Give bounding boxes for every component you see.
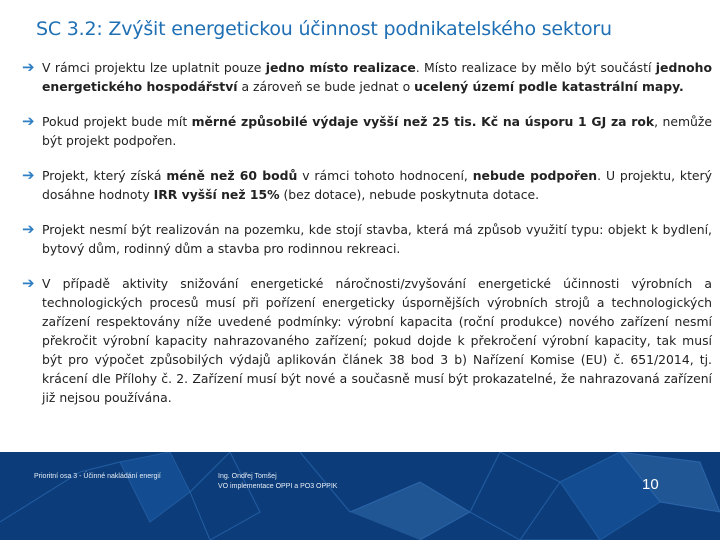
- bullet-text-bold: jednoho energetického hospodářství: [42, 60, 712, 94]
- arrow-right-icon: ➔: [22, 112, 35, 130]
- bullet-text-bold: jedno místo realizace: [265, 60, 416, 75]
- arrow-right-icon: ➔: [22, 166, 35, 184]
- bullet-item: [22, 220, 712, 258]
- footer-author-role: VO implementace OPPI a PO3 OPPIK: [218, 483, 338, 490]
- bullet-item: [22, 166, 712, 204]
- bullet-text: [42, 60, 712, 94]
- bullet-list: [22, 58, 712, 423]
- bullet-text-part: v rámci tohoto hodnocení,: [297, 168, 473, 183]
- footer-author: [218, 472, 378, 492]
- bullet-text-part: Projekt nesmí být realizován na pozemku, kde stojí stavba, která má způsob využití typu: objekt k bydlení, bytový dům, rodinný dům a stavba pro rodinnou rekreaci.: [42, 222, 712, 256]
- bullet-text: [42, 168, 712, 202]
- bullet-text-part: Projekt, který získá: [42, 168, 167, 183]
- page-number: 10: [642, 476, 659, 493]
- slide-title: SC 3.2: Zvýšit energetickou účinnost podnikatelského sektoru: [36, 18, 612, 40]
- bullet-text-bold: IRR vyšší než 15%: [153, 187, 280, 202]
- arrow-right-icon: ➔: [22, 58, 35, 76]
- bullet-text-part: . Místo realizace by mělo být součástí: [415, 60, 656, 75]
- bullet-text-part: V případě aktivity snižování energetické náročnosti/zvyšování energetické účinnosti výrobních a technologických procesů musí při pořízení energeticky úspornějších výrobních strojů a technologických zařízení respektovány níže uvedené podmínky: výrobní kapacita (roční produkce) nového zařízení nesmí překročit výrobní kapacity nahrazovaného zařízení; pokud dojde k překročení výrobní kapacity, tak musí být pro výpočet způsobilých výdajů aplikován článek 38 bod 3 b) Nařízení Komise (EU) č. 651/2014, tj. krácení dle Přílohy č. 2. Zařízení musí být nové a současně musí být prokazatelné, že nahrazovaná zařízení již nejsou používána.: [42, 276, 712, 405]
- slide-footer: [0, 452, 720, 540]
- bullet-item: [22, 112, 712, 150]
- bullet-item: [22, 274, 712, 407]
- bullet-text-part: , nemůže být projekt podpořen.: [42, 114, 712, 148]
- bullet-item: [22, 58, 712, 96]
- bullet-text-bold: nebude podpořen: [472, 168, 598, 183]
- bullet-text-part: . U projektu, který dosáhne hodnoty: [42, 168, 712, 202]
- footer-pattern: [0, 452, 720, 540]
- bullet-text-part: Pokud projekt bude mít: [42, 114, 192, 129]
- bullet-text: [42, 114, 712, 148]
- footer-priority-axis: Prioritní osa 3 - Účinné nakládání energií: [34, 473, 161, 480]
- bullet-text-part: a zároveň se bude jednat o: [237, 79, 415, 94]
- bullet-text-part: (bez dotace), nebude poskytnuta dotace.: [279, 187, 540, 202]
- bullet-text-part: V rámci projektu lze uplatnit pouze: [42, 60, 266, 75]
- arrow-right-icon: ➔: [22, 274, 35, 292]
- bullet-text: [42, 222, 712, 256]
- arrow-right-icon: ➔: [22, 220, 35, 238]
- footer-author-name: Ing. Ondřej Tomšej: [218, 473, 277, 480]
- bullet-text: [42, 276, 712, 405]
- bullet-text-bold: ucelený území podle katastrální mapy.: [414, 79, 684, 94]
- bullet-text-bold: méně než 60 bodů: [166, 168, 298, 183]
- bullet-text-bold: měrné způsobilé výdaje vyšší než 25 tis. Kč na úsporu 1 GJ za rok: [191, 114, 655, 129]
